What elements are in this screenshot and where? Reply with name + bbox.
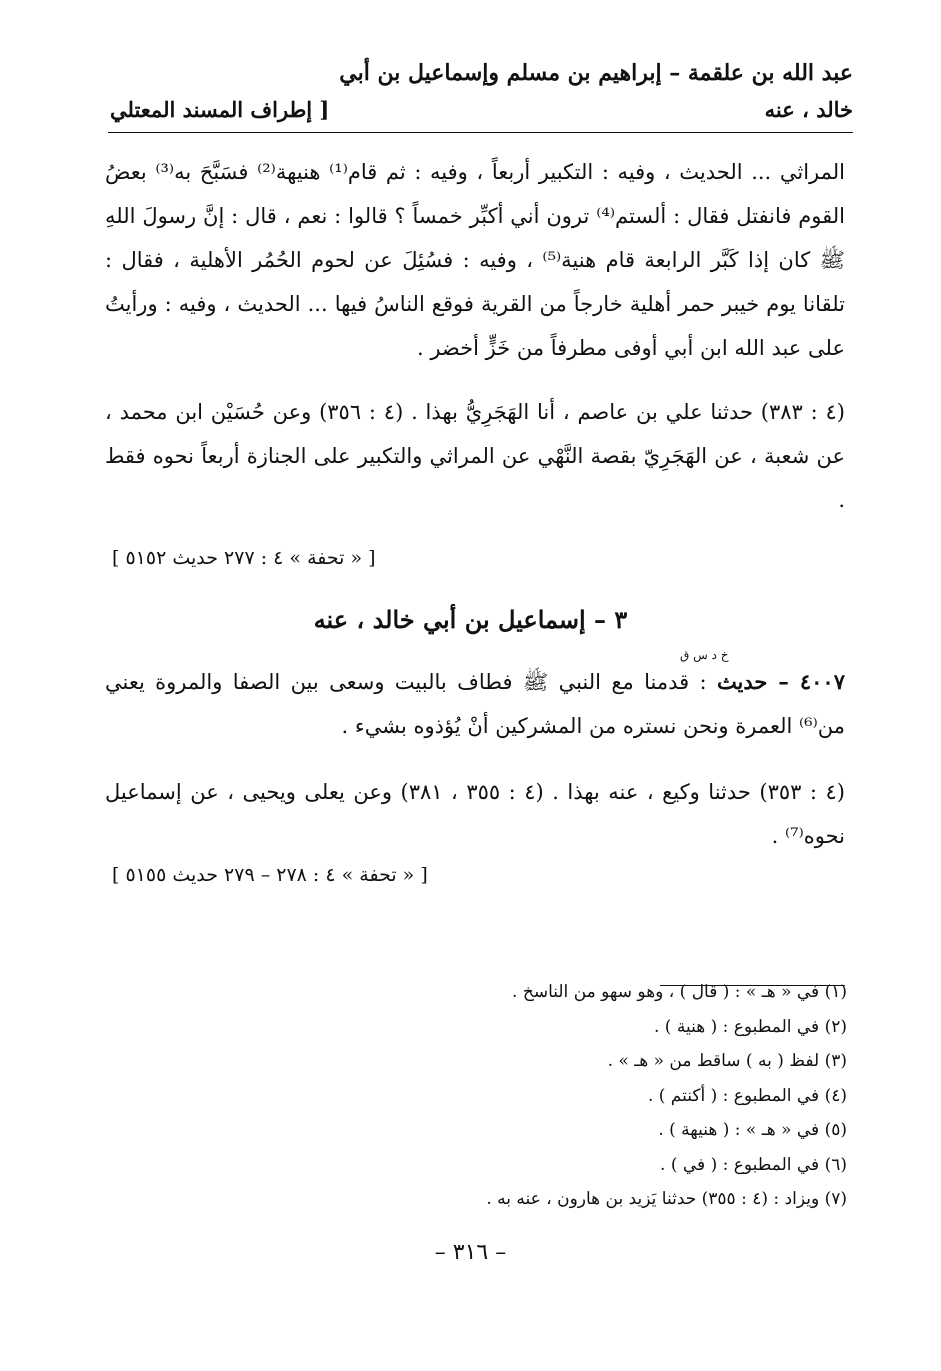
hadith-number: ٤٠٠٧ – حديث xyxy=(716,669,845,694)
footnote-2: (٢) في المطبوع : ( هنية ) . xyxy=(653,1016,847,1037)
tuhfa-reference-1: [ « تحفة » ٤ : ٢٧٧ حديث ٥١٥٢ ] xyxy=(112,547,376,569)
paragraph-1: المراثي ... الحديث ، وفيه : التكبير أربعاً ، وفيه : ثم قام⁽¹⁾ هنيهة⁽²⁾ فسَبَّحَ به⁽³⁾ بعضُ القوم فانفتل فقال : ألستم⁽⁴⁾ ترون أني أكبِّر خمساً ؟ قالوا : نعم ، قال : إنَّ رسولَ اللهِ ﷺ كان إذا كَبَّر الرابعة قام هنية⁽⁵⁾ ، وفيه : فسُئِلَ عن لحوم الحُمُر الأهلية ، فقال : تلقانا يوم خيبر حمر أهلية خارجاً من القرية فوقع الناسُ فيها ... الحديث ، وفيه : ورأيتُ على عبد الله ابن أبي أوفى مطرفاً من خَزٍّ أخضر . xyxy=(105,160,846,360)
footnote-1: (١) في « هـ » : ( قال ) ، وهو سهو من الناسخ . xyxy=(512,982,847,1002)
footnote-7: (٧) ويزاد : (٤ : ٣٥٥) حدثنا يَزيد بن هارون ، عنه به . xyxy=(486,1189,847,1209)
paragraph-2: (٤ : ٣٨٣) حدثنا علي بن عاصم ، أنا الهَجَرِيُّ بهذا . (٤ : ٣٥٦) وعن حُسَيْن ابن محمد ، عن شعبة ، عن الهَجَرِيّ بقصة النَّهْي عن المراثي والتكبير على الجنازة أربعاً نحوه فقط . xyxy=(105,400,845,512)
tuhfa-reference-2: [ « تحفة » ٤ : ٢٧٨ – ٢٧٩ حديث ٥١٥٥ ] xyxy=(112,864,428,886)
footnote-5: (٥) في « هـ » : ( هنيهة ) . xyxy=(658,1120,847,1140)
hadith-text: : قدمنا مع النبي ﷺ فطاف بالبيت وسعى بين الصفا والمروة يعني من⁽⁶⁾ العمرة ونحن نستره من المشركين أنْ يُؤذوه بشيء . xyxy=(105,670,845,738)
footnote-3: (٣) لفظ ( به ) ساقط من « هـ » . xyxy=(607,1051,847,1071)
section-title: ٣ – إسماعيل بن أبي خالد ، عنه xyxy=(313,605,628,634)
footnote-4: (٤) في المطبوع : ( أكنتم ) . xyxy=(647,1085,847,1106)
running-header-subtitle: خالد ، عنه xyxy=(764,97,853,122)
page-number: – ٣١٦ – xyxy=(434,1240,507,1265)
hadith-4007 xyxy=(105,660,845,748)
running-header-title: عبد الله بن علقمة – إبراهيم بن مسلم وإسماعيل بن أبي xyxy=(339,60,853,86)
header-rule xyxy=(108,132,853,133)
paragraph-4: (٤ : ٣٥٣) حدثنا وكيع ، عنه بهذا . (٤ : ٣٥٥ ، ٣٨١) وعن يعلى ويحيى ، عن إسماعيل نحوه⁽⁷⁾ . xyxy=(105,780,845,848)
sigla-marks: خ د س ق xyxy=(680,648,729,662)
running-header-book: [ إطراف المسند المعتلي xyxy=(110,97,330,122)
footnotes xyxy=(107,975,847,1217)
footnote-6: (٦) في المطبوع : ( في ) . xyxy=(660,1154,847,1175)
